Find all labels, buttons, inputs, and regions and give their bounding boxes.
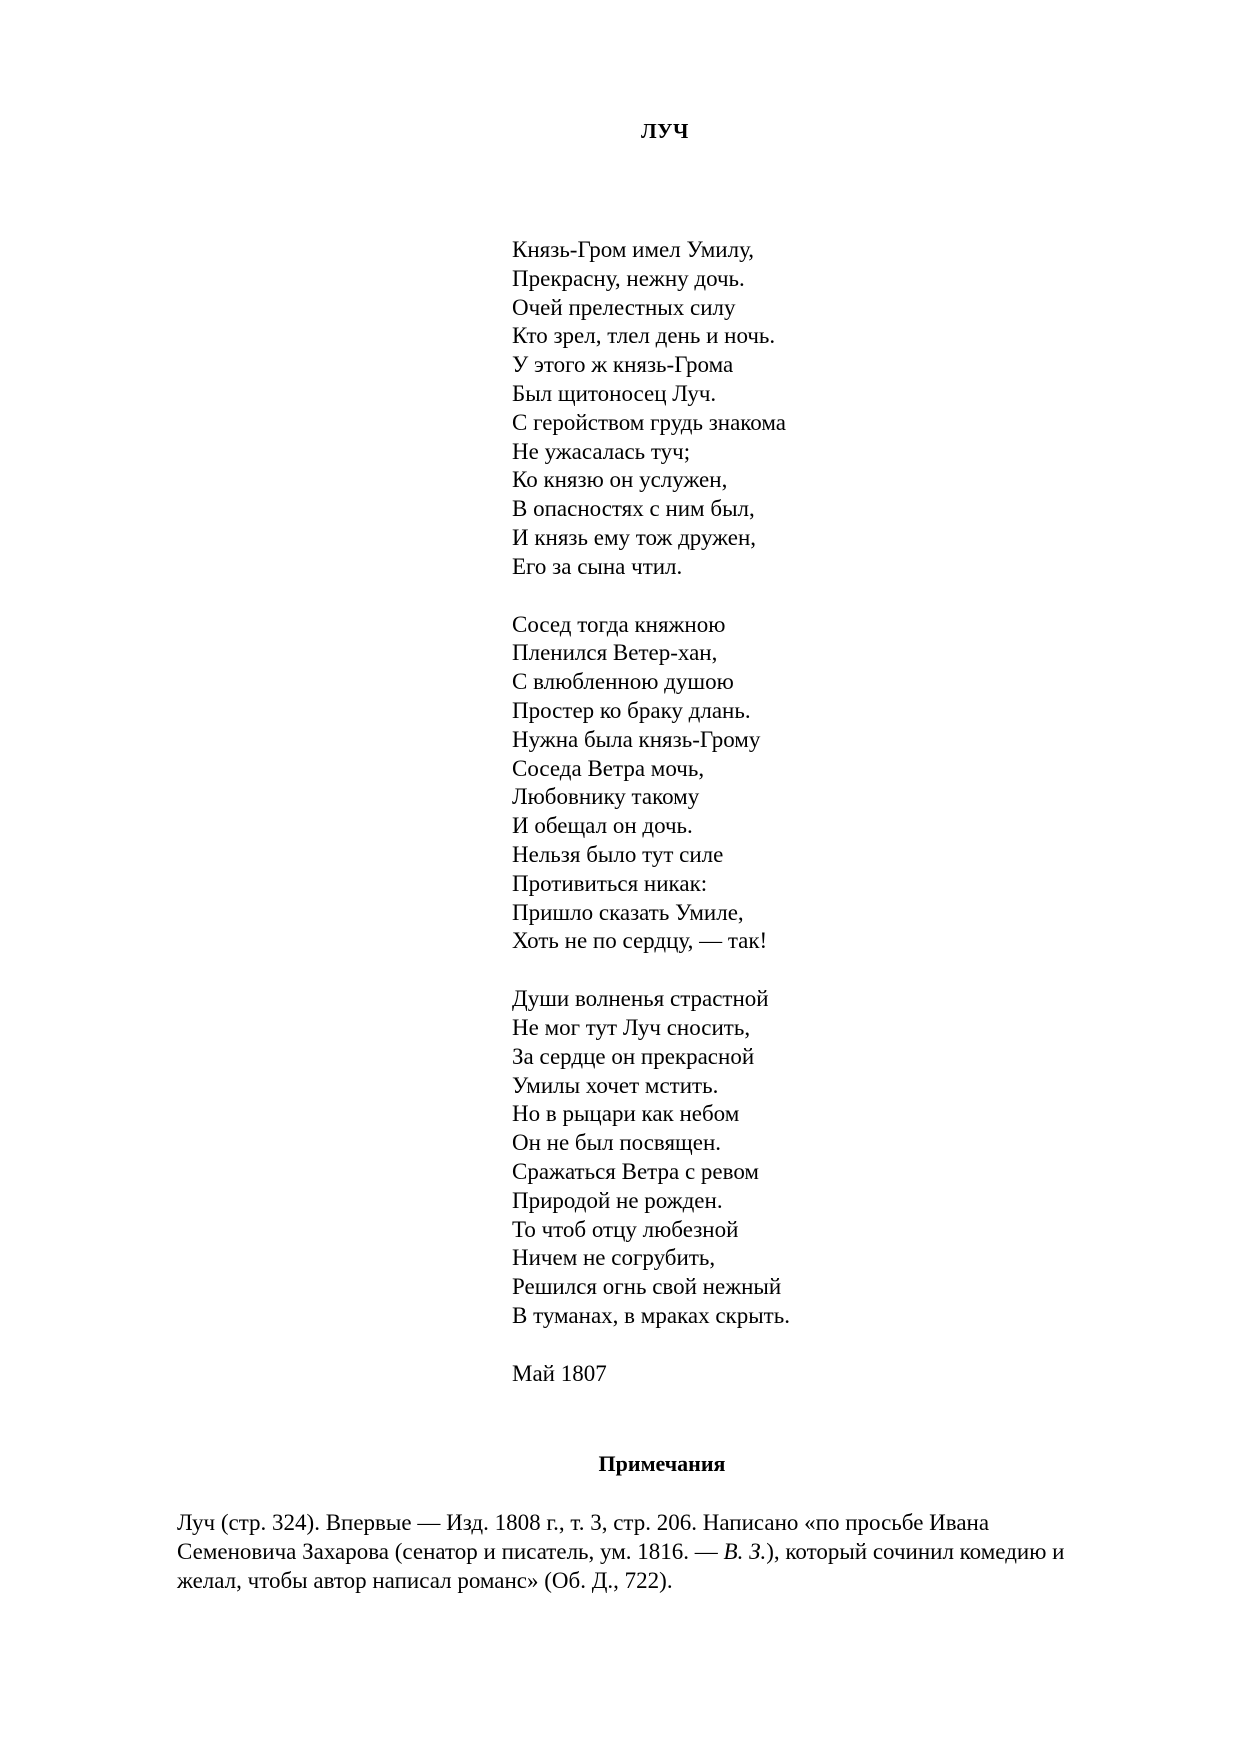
poem-line: Нужна была князь-Грому	[512, 726, 761, 752]
poem-line: Не мог тут Луч сносить,	[512, 1014, 751, 1040]
poem-line: С влюбленною душою	[512, 669, 734, 695]
poem-line: Противиться никак:	[512, 870, 708, 896]
notes-author-initials: В. З.	[723, 1539, 767, 1564]
poem-line: Пленился Ветер-хан,	[512, 640, 718, 666]
poem-line: И князь ему тож дружен,	[512, 524, 757, 550]
poem-line: Хоть не по сердцу, — так!	[512, 928, 768, 954]
poem-line: Но в рыцари как небом	[512, 1101, 740, 1127]
poem-body	[512, 236, 790, 1388]
poem-line: Простер ко браку длань.	[512, 697, 751, 723]
poem-date: Май 1807	[512, 1360, 607, 1386]
poem-line: Князь-Гром имел Умилу,	[512, 237, 755, 262]
poem-title: ЛУЧ	[641, 119, 689, 143]
poem-line: Любовнику такому	[512, 784, 700, 810]
poem-line: Кто зрел, тлел день и ночь.	[512, 323, 776, 349]
poem-line: И обещал он дочь.	[512, 813, 693, 839]
poem-line: Пришло сказать Умиле,	[512, 899, 744, 925]
poem-line: За сердце он прекрасной	[512, 1043, 755, 1069]
notes-paragraph	[177, 1508, 1167, 1595]
poem-line: В туманах, в мраках скрыть.	[512, 1302, 790, 1328]
poem-line: Решился огнь свой нежный	[512, 1274, 782, 1300]
poem-line: Очей прелестных силу	[512, 294, 736, 320]
poem-line: Был щитоносец Луч.	[512, 380, 717, 406]
notes-line: желал, чтобы автор написал романс» (Об. Д., 722).	[177, 1568, 673, 1593]
poem-line: Прекрасну, нежну дочь.	[512, 265, 745, 291]
poem-line: Души волненья страстной	[512, 986, 769, 1012]
poem-line: Умилы хочет мстить.	[512, 1072, 719, 1098]
notes-text: Семеновича Захарова (сенатор и писатель, ум. 1816. —	[177, 1539, 724, 1564]
stanza-1	[512, 236, 790, 582]
stanza-2	[512, 611, 790, 957]
poem-line: Ничем не согрубить,	[512, 1245, 716, 1271]
poem-line: То чтоб отцу любезной	[512, 1216, 739, 1242]
poem-line: Ко князю он услужен,	[512, 467, 728, 493]
poem-line: В опасностях с ним был,	[512, 496, 755, 522]
poem-line: Природой не рожден.	[512, 1187, 723, 1213]
poem-line: С геройством грудь знакома	[512, 409, 786, 435]
stanza-3	[512, 985, 790, 1331]
notes-text: ), который сочинил комедию и	[766, 1539, 1065, 1564]
poem-line: Он не был посвящен.	[512, 1130, 722, 1156]
poem-line: Его за сына чтил.	[512, 553, 683, 579]
notes-line: Луч (стр. 324). Впервые — Изд. 1808 г., т. 3, стр. 206. Написано «по просьбе Ивана	[177, 1510, 990, 1535]
poem-line: У этого ж князь-Грома	[512, 352, 734, 378]
poem-line: Соседа Ветра мочь,	[512, 755, 705, 781]
poem-line: Не ужасалась туч;	[512, 438, 691, 464]
notes-line	[177, 1537, 1167, 1566]
poem-line: Сосед тогда княжною	[512, 611, 726, 637]
poem-line: Нельзя было тут силе	[512, 841, 724, 867]
notes-heading: Примечания	[598, 1451, 726, 1476]
poem-line: Сражаться Ветра с ревом	[512, 1158, 759, 1184]
